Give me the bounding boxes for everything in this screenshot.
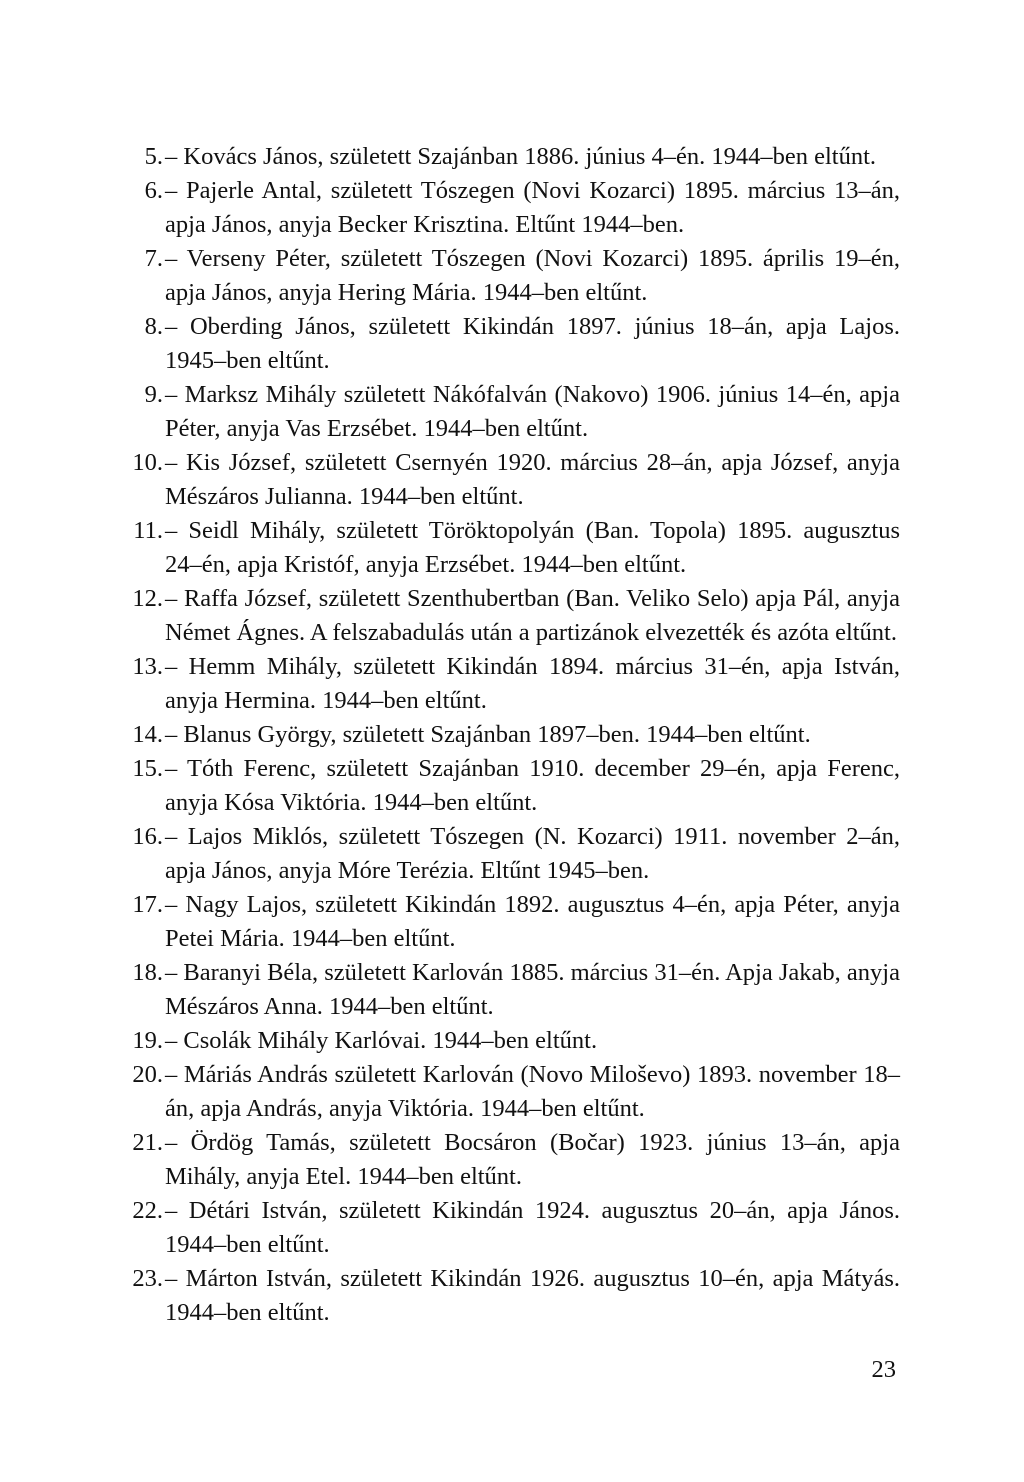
list-item (125, 718, 900, 752)
entry-text: – Oberding János, született Kikindán 1897. június 18–án, apja Lajos. 1945–ben eltűnt. (165, 313, 900, 374)
list-item (125, 174, 900, 242)
list-item (125, 582, 900, 650)
entry-number: 15. (132, 755, 163, 782)
list-item (125, 1194, 900, 1262)
entry-text: – Détári István, született Kikindán 1924. augusztus 20–án, apja János. 1944–ben eltűnt. (165, 1197, 900, 1258)
list-item (125, 242, 900, 310)
list-item (125, 820, 900, 888)
entry-text: – Kovács János, született Szajánban 1886. június 4–én. 1944–ben eltűnt. (165, 143, 877, 170)
entry-list (125, 140, 900, 1330)
entry-number: 18. (132, 959, 163, 986)
list-item (125, 1024, 900, 1058)
list-item (125, 650, 900, 718)
entry-text: – Baranyi Béla, született Karlován 1885. március 31–én. Apja Jakab, anyja Mészáros Anna. 1944–ben eltűnt. (165, 959, 900, 1020)
list-item (125, 888, 900, 956)
list-item (125, 752, 900, 820)
page-number: 23 (871, 1356, 896, 1383)
entry-number: 13. (132, 653, 163, 680)
entry-number: 5. (144, 143, 163, 170)
entry-number: 19. (132, 1027, 163, 1054)
entry-number: 10. (132, 449, 163, 476)
list-item (125, 514, 900, 582)
entry-text: – Tóth Ferenc, született Szajánban 1910. december 29–én, apja Ferenc, anyja Kósa Viktória. 1944–ben eltűnt. (165, 755, 900, 816)
list-item (125, 1262, 900, 1330)
list-item (125, 1058, 900, 1126)
entry-text: – Csolák Mihály Karlóvai. 1944–ben eltűnt. (165, 1027, 598, 1054)
entry-text: – Ördög Tamás, született Bocsáron (Bočar) 1923. június 13–án, apja Mihály, anyja Etel. 1944–ben eltűnt. (165, 1129, 900, 1190)
entry-number: 16. (132, 823, 163, 850)
entry-text: – Pajerle Antal, született Tószegen (Novi Kozarci) 1895. március 13–án, apja János, anyja Becker Krisztina. Eltűnt 1944–ben. (165, 177, 900, 238)
entry-number: 14. (132, 721, 163, 748)
entry-number: 8. (144, 313, 163, 340)
entry-number: 22. (132, 1197, 163, 1224)
entry-text: – Seidl Mihály, született Töröktopolyán (Ban. Topola) 1895. augusztus 24–én, apja Kristóf, anyja Erzsébet. 1944–ben eltűnt. (165, 517, 900, 578)
entry-number: 23. (132, 1265, 163, 1292)
entry-number: 17. (132, 891, 163, 918)
list-item (125, 446, 900, 514)
entry-number: 6. (144, 177, 163, 204)
entry-number: 12. (132, 585, 163, 612)
entry-text: – Márton István, született Kikindán 1926. augusztus 10–én, apja Mátyás. 1944–ben eltűnt. (165, 1265, 900, 1326)
list-item (125, 310, 900, 378)
entry-text: – Raffa József, született Szenthubertban (Ban. Veliko Selo) apja Pál, anyja Német Ágnes. A felszabadulás után a partizánok elvezették és azóta eltűnt. (165, 585, 900, 646)
entry-number: 20. (132, 1061, 163, 1088)
list-item (125, 956, 900, 1024)
entry-number: 11. (133, 517, 163, 544)
entry-text: – Lajos Miklós, született Tószegen (N. Kozarci) 1911. november 2–án, apja János, anyja Móre Terézia. Eltűnt 1945–ben. (165, 823, 900, 884)
entry-text: – Verseny Péter, született Tószegen (Novi Kozarci) 1895. április 19–én, apja János, anyja Hering Mária. 1944–ben eltűnt. (165, 245, 900, 306)
list-item (125, 140, 900, 174)
entry-number: 21. (132, 1129, 163, 1156)
list-item (125, 378, 900, 446)
entry-text: – Hemm Mihály, született Kikindán 1894. március 31–én, apja István, anyja Hermina. 1944–ben eltűnt. (165, 653, 900, 714)
entry-text: – Nagy Lajos, született Kikindán 1892. augusztus 4–én, apja Péter, anyja Petei Mária. 1944–ben eltűnt. (165, 891, 900, 952)
entry-text: – Máriás András született Karlován (Novo Miloševo) 1893. november 18–án, apja András, anyja Viktória. 1944–ben eltűnt. (165, 1061, 900, 1122)
entry-number: 9. (144, 381, 163, 408)
entry-text: – Blanus György, született Szajánban 1897–ben. 1944–ben eltűnt. (165, 721, 811, 748)
entry-number: 7. (144, 245, 163, 272)
entry-text: – Marksz Mihály született Nákófalván (Nakovo) 1906. június 14–én, apja Péter, anyja Vas Erzsébet. 1944–ben eltűnt. (165, 381, 900, 442)
entry-text: – Kis József, született Csernyén 1920. március 28–án, apja József, anyja Mészáros Julianna. 1944–ben eltűnt. (165, 449, 900, 510)
list-item (125, 1126, 900, 1194)
